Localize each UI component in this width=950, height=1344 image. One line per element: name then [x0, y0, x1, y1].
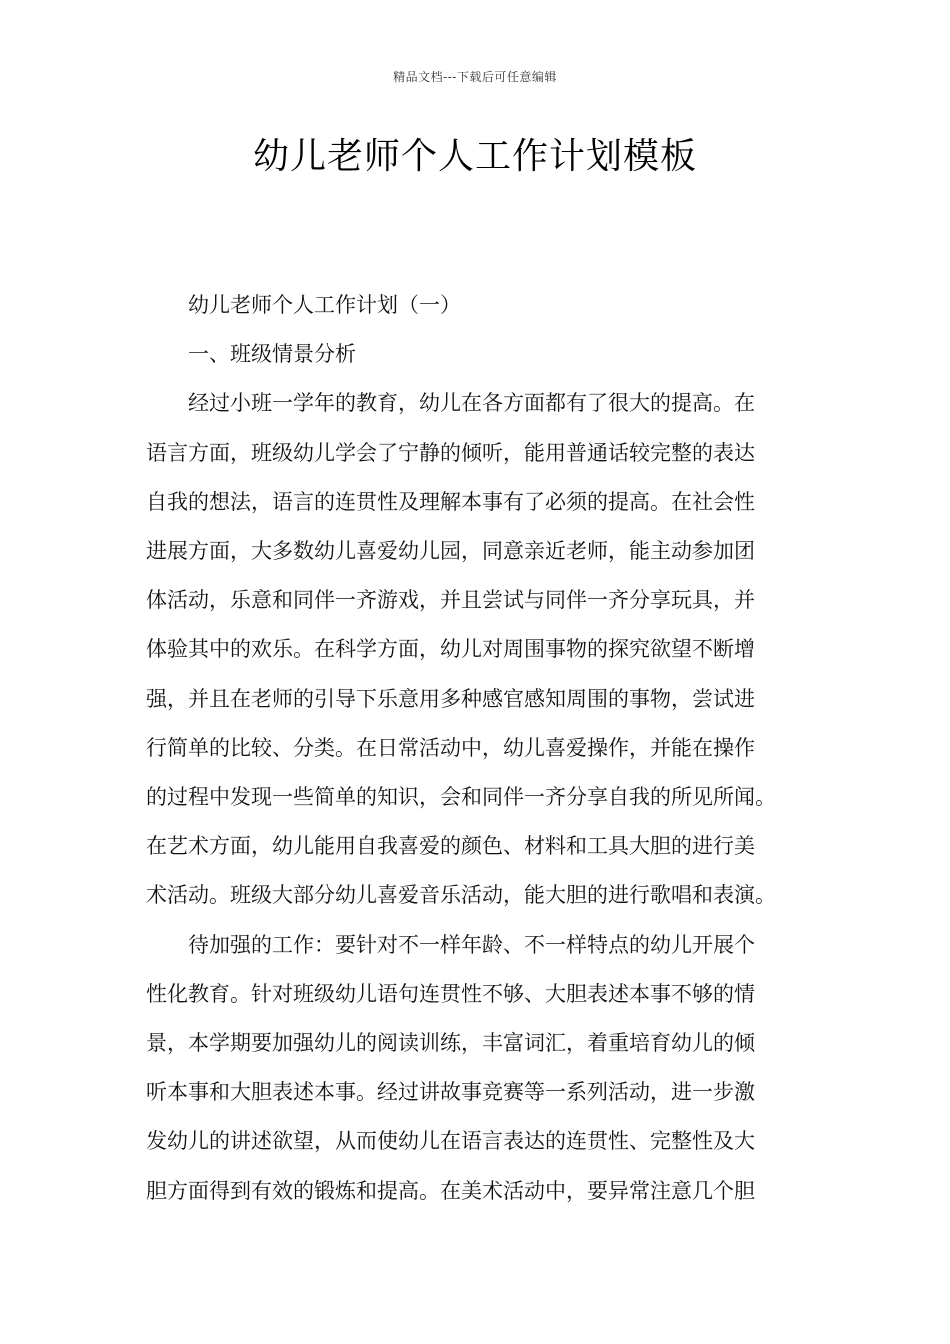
- paragraph-line: 在艺术方面，幼儿能用自我喜爱的颜色、材料和工具大胆的进行美: [146, 834, 755, 859]
- paragraph-line: 的过程中发现一些简单的知识，会和同伴一齐分享自我的所见所闻。: [146, 785, 776, 810]
- paragraph-line: 行简单的比较、分类。在日常活动中，幼儿喜爱操作，并能在操作: [146, 735, 755, 760]
- paragraph-line: 待加强的工作：要针对不一样年龄、不一样特点的幼儿开展个: [188, 932, 755, 957]
- paragraph-1: [146, 379, 816, 920]
- paragraph-line: 发幼儿的讲述欲望，从而使幼儿在语言表达的连贯性、完整性及大: [146, 1129, 755, 1154]
- header-note: 精品文档---下载后可任意编辑: [393, 70, 557, 84]
- paragraph-line: 进展方面，大多数幼儿喜爱幼儿园，同意亲近老师，能主动参加团: [146, 539, 755, 564]
- paragraph-line: 体验其中的欢乐。在科学方面，幼儿对周围事物的探究欲望不断增: [146, 637, 755, 662]
- paragraph-line: 听本事和大胆表述本事。经过讲故事竞赛等一系列活动，进一步激: [146, 1080, 755, 1105]
- section-heading: 幼儿老师个人工作计划（一）: [188, 293, 461, 317]
- paragraph-line: 语言方面，班级幼儿学会了宁静的倾听，能用普通话较完整的表达: [146, 440, 755, 465]
- paragraph-2: [146, 921, 816, 1216]
- subsection-heading: 一、班级情景分析: [188, 342, 356, 367]
- paragraph-line: 术活动。班级大部分幼儿喜爱音乐活动，能大胆的进行歌唱和表演。: [146, 883, 776, 908]
- paragraph-line: 强，并且在老师的引导下乐意用多种感官感知周围的事物，尝试进: [146, 686, 755, 711]
- paragraph-line: 景，本学期要加强幼儿的阅读训练，丰富词汇，着重培育幼儿的倾: [146, 1031, 755, 1056]
- paragraph-line: 胆方面得到有效的锻炼和提高。在美术活动中，要异常注意几个胆: [146, 1178, 755, 1203]
- page-title: 幼儿老师个人工作计划模板: [252, 136, 697, 177]
- document-body: [146, 281, 816, 1216]
- paragraph-line: 体活动，乐意和同伴一齐游戏，并且尝试与同伴一齐分享玩具，并: [146, 588, 755, 613]
- paragraph-line: 经过小班一学年的教育，幼儿在各方面都有了很大的提高。在: [188, 391, 755, 416]
- paragraph-line: 自我的想法，语言的连贯性及理解本事有了必须的提高。在社会性: [146, 489, 755, 514]
- paragraph-line: 性化教育。针对班级幼儿语句连贯性不够、大胆表述本事不够的情: [146, 981, 755, 1006]
